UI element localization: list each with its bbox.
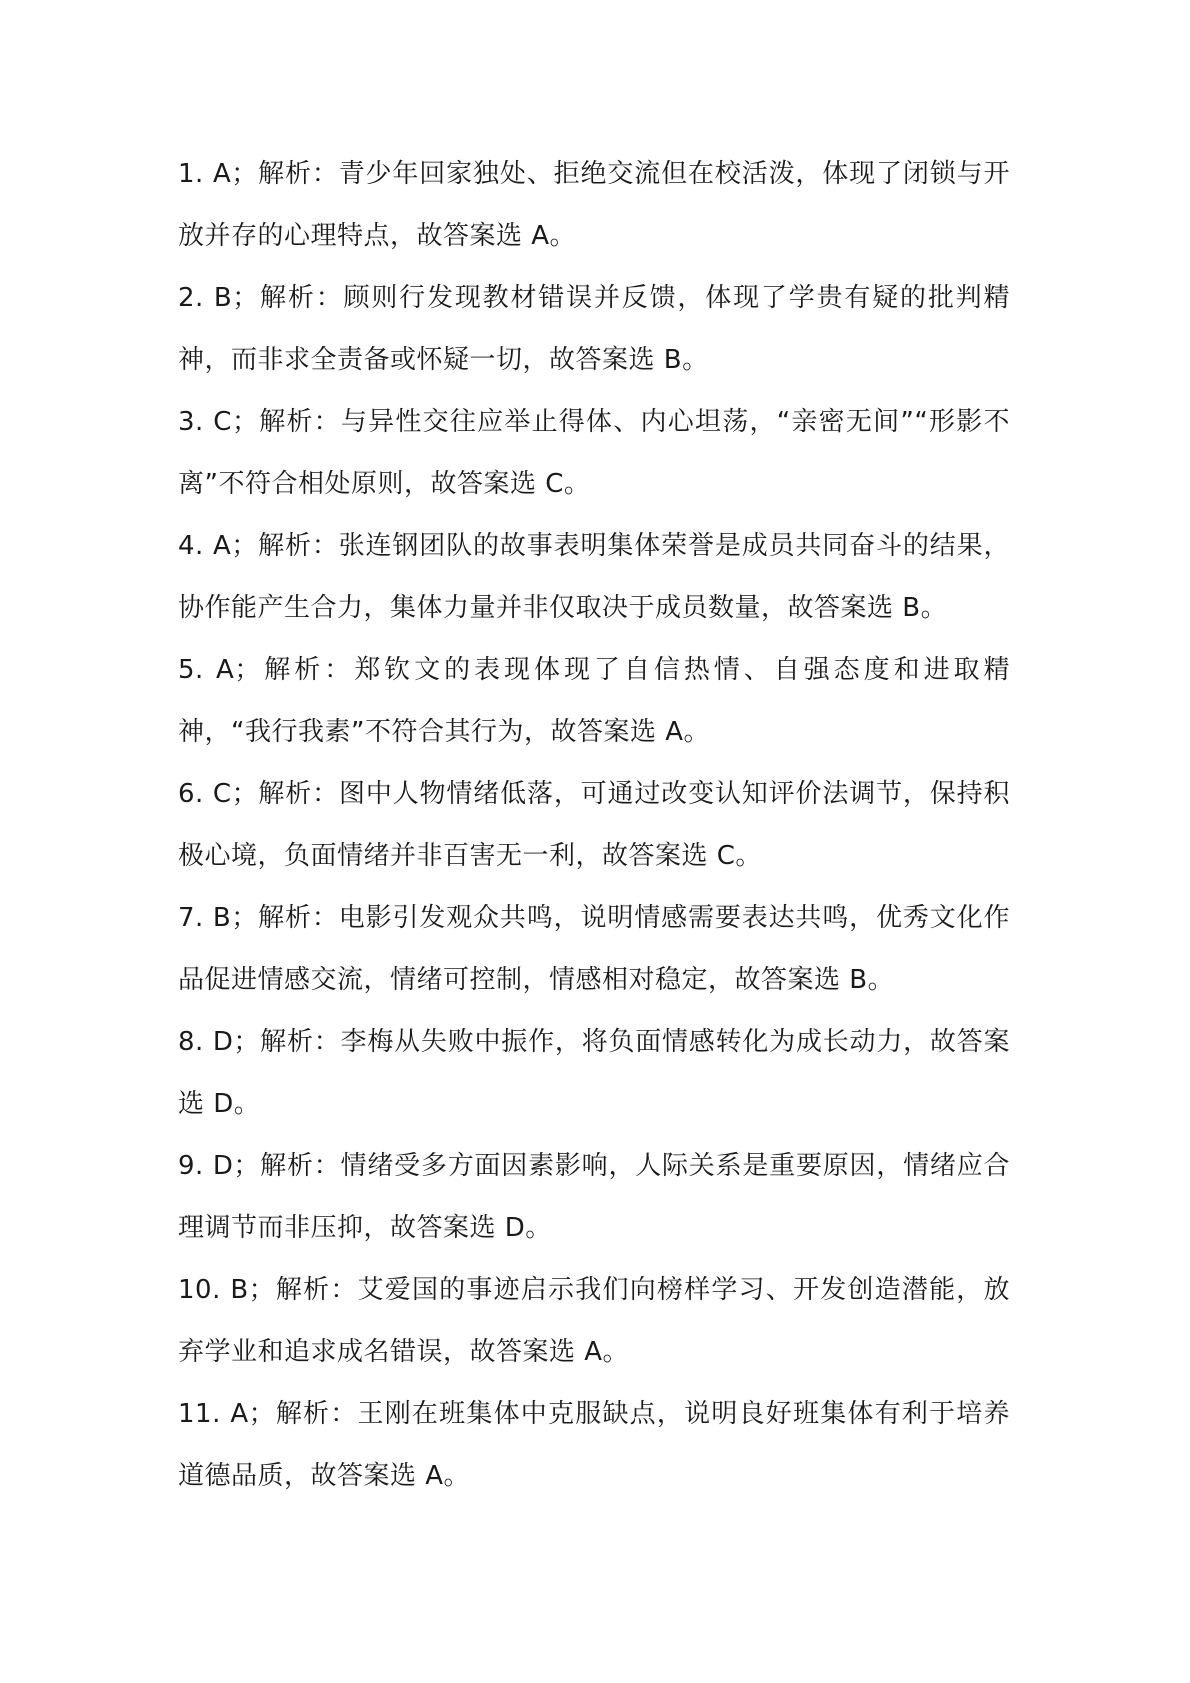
answer-item-6: 6. C；解析：图中人物情绪低落，可通过改变认知评价法调节，保持积极心境，负面情绪并非百害无一利，故答案选 C。 [178,779,1010,871]
answer-item-8: 8. D；解析：李梅从失败中振作，将负面情感转化为成长动力，故答案选 D。 [178,1027,1010,1119]
answer-item-3: 3. C；解析：与异性交往应举止得体、内心坦荡，“亲密无间”“形影不离”不符合相处原则，故答案选 C。 [178,407,1010,499]
answer-item-9: 9. D；解析：情绪受多方面因素影响，人际关系是重要原因，情绪应合理调节而非压抑，故答案选 D。 [178,1151,1010,1243]
answer-item-11: 11. A；解析：王刚在班集体中克服缺点，说明良好班集体有利于培养道德品质，故答案选 A。 [178,1399,1010,1491]
answer-item-10: 10. B；解析：艾爱国的事迹启示我们向榜样学习、开发创造潜能，放弃学业和追求成名错误，故答案选 A。 [178,1275,1010,1367]
answer-list [178,143,1010,1507]
answer-item-1: 1. A；解析：青少年回家独处、拒绝交流但在校活泼，体现了闭锁与开放并存的心理特点，故答案选 A。 [178,159,1010,251]
answer-item-5: 5. A；解析：郑钦文的表现体现了自信热情、自强态度和进取精神，“我行我素”不符合其行为，故答案选 A。 [178,655,1010,747]
answer-item-2: 2. B；解析：顾则行发现教材错误并反馈，体现了学贵有疑的批判精神，而非求全责备或怀疑一切，故答案选 B。 [178,283,1010,375]
answer-item-7: 7. B；解析：电影引发观众共鸣，说明情感需要表达共鸣，优秀文化作品促进情感交流，情绪可控制，情感相对稳定，故答案选 B。 [178,903,1010,995]
answer-item-4: 4. A；解析：张连钢团队的故事表明集体荣誉是成员共同奋斗的结果，协作能产生合力，集体力量并非仅取决于成员数量，故答案选 B。 [178,531,1010,623]
